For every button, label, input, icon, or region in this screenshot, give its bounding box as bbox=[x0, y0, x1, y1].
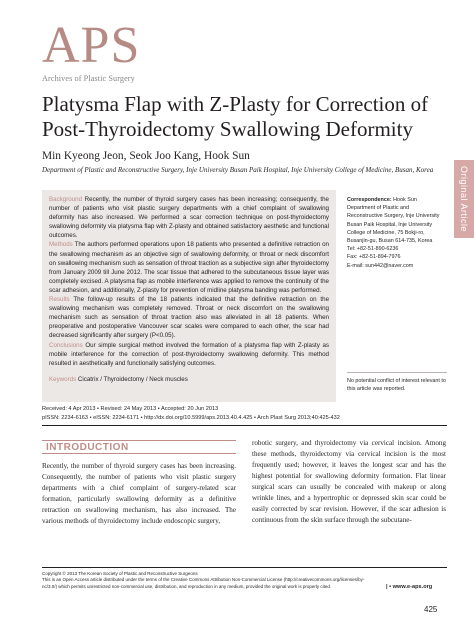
abstract-results-text: The follow-up results of the 18 patients indicated that the definitive retraction on the swallowing mechanism was completely removed. Throat or neck discomfort on the swallowing mechanism such as sensation of throat traction also was alleviated in all 18 patients. When preoperative and postoperative Vancouver scar scales were compared to each other, the scar had decreased significantly after surgery (P<0.05). bbox=[49, 296, 330, 340]
abstract-background bbox=[49, 195, 329, 240]
correspondence-line: Tel: +82-51-890-6236 bbox=[347, 246, 399, 253]
conflict-of-interest-note: No potential conflict of interest relevant to this article was reported. bbox=[347, 378, 446, 392]
footer-license bbox=[42, 571, 372, 590]
correspondence-line: College of Medicine, 75 Bokji-ro, bbox=[347, 229, 425, 236]
article-affiliation: Department of Plastic and Reconstructive Surgery, Inje University Busan Paik Hospital, Inje University College of Medicine, Busan, Korea bbox=[42, 166, 434, 174]
correspondence-line: Reconstructive Surgery, Inje University bbox=[347, 213, 440, 220]
header-divider bbox=[42, 425, 447, 426]
journal-logo bbox=[42, 17, 141, 83]
correspondence-name: Hook Sun bbox=[393, 197, 417, 203]
article-title: Platysma Flap with Z-Plasty for Correction of Post-Thyroidectomy Swallowing Deformity bbox=[42, 92, 429, 141]
abstract-keywords bbox=[49, 375, 329, 384]
abstract-methods-label: Methods bbox=[49, 241, 73, 249]
abstract-background-label: Background bbox=[49, 196, 83, 203]
article-authors: Min Kyeong Jeon, Seok Joo Kang, Hook Sun bbox=[42, 150, 250, 162]
abstract-keywords-label: Keywords bbox=[49, 375, 77, 383]
footer-copyright: Copyright © 2013 The Korean Society of Plastic and Reconstructive Surgeons bbox=[42, 571, 198, 576]
abstract-methods bbox=[49, 240, 329, 295]
correspondence-line: Busan Paik Hospital, Inje University bbox=[347, 221, 433, 228]
abstract-results-label: Results bbox=[49, 296, 70, 304]
introduction-heading-bar bbox=[42, 440, 236, 454]
correspondence-line: Department of Plastic and bbox=[347, 205, 410, 212]
correspondence-email: E-mail: sun442@naver.com bbox=[347, 262, 414, 269]
publication-dates: Received: 4 Apr 2013 • Revised: 24 May 2013 • Accepted: 20 Jun 2013 bbox=[42, 406, 219, 412]
abstract-keywords-text: Cicatrix / Thyroidectomy / Neck muscles bbox=[77, 375, 188, 383]
abstract-background-text: Recently, the number of thyroid surgery cases has been increasing; consequently, the number of patients who visit plastic surgery departments with a chief complaint of swallowing deformity has also increased. We performed a scar correction technique on post-thyroidectomy swallowing deformity via platysma flap with Z-plasty and obtained satisfactory aesthetic and functional outcomes. bbox=[49, 196, 329, 240]
abstract-conclusions-text: Our simple surgical method involved the formation of a platysma flap with Z-plasty as mobile interference for the correction of post-thyroidectomy swallowing deformity. This method resulted in aesthetically and functionally satisfying outcomes. bbox=[49, 341, 329, 367]
publication-info bbox=[42, 405, 340, 423]
abstract-results bbox=[49, 295, 329, 340]
journal-website-link[interactable]: | • www.e-aps.org bbox=[386, 584, 433, 590]
abstract-box bbox=[42, 190, 336, 402]
abstract-methods-text: The authors performed operations upon 18 patients who presented a definitive retraction on the swallowing mechanism as an objective sign of swallowing deformity, or throat or neck discomfort on swallowing mechanism such as sensation of throat traction as a subjective sign after thyroidectomy from January 2009 till June 2012. The scar tissue that adhered to the subcutaneous tissue layer was completely excised. A platysma flap as mobile interference was applied to remove the continuity of the scar adhesion, and additionally, Z-plasty for prevention of midline platysma banding was performed. bbox=[49, 241, 329, 294]
introduction-heading: INTRODUCTION bbox=[46, 442, 129, 453]
correspondence-heading bbox=[347, 196, 447, 204]
footer-license-text: This is an Open Access article distributed under the terms of the Creative Commons Attribution Non-Commercial License (http://creativecommons.org/licenses/by-nc/3.0/) which permits unrestricted non-commercial use, distribution, and reproduction in any medium, provided the original work is properly cited. bbox=[42, 577, 365, 589]
page-number: 425 bbox=[424, 605, 438, 614]
correspondence-line: Busanjin-gu, Busan 614-735, Korea bbox=[347, 238, 433, 245]
article-category-tab bbox=[454, 160, 474, 238]
body-text-right-column: robotic surgery, and thyroidectomy via cervical incision. Among these methods, thyroidectomy via cervical incision is the most frequently used; however, it leaves the longest scar and has the highest potential for swallowing deformity formation. Flat linear surgical scars can usually be concealed with makeup or along wrinkle lines, and a hypertrophic or depressed skin scar could be easily corrected by scar revision. However, if the scar adhesion is continuous from the skin surface through the subcutane- bbox=[252, 439, 446, 524]
publication-ids: pISSN: 2234-6163 • eISSN: 2234-6171 • http://dx.doi.org/10.5999/aps.2013.40.4.425 • Arch Plast Surg 2013;40:425-432 bbox=[42, 415, 340, 421]
sidebar-divider bbox=[347, 372, 447, 373]
correspondence-label: Correspondence: bbox=[347, 197, 392, 203]
body-text-left-column: Recently, the number of thyroid surgery cases has been increasing. Consequently, the number of patients who visit plastic surgery departments with a chief complaint of surgery-related scar formation, particularly swallowing deformity as a definitive retraction on swallowing mechanism, has also increased. The various methods of thyroidectomy include endoscopic surgery, bbox=[42, 462, 236, 525]
correspondence-line: Fax: +82-51-894-7976 bbox=[347, 254, 401, 261]
abstract-conclusions-label: Conclusions bbox=[49, 341, 83, 349]
journal-url[interactable]: www.e-aps.org bbox=[392, 584, 433, 590]
correspondence-block bbox=[347, 196, 447, 270]
journal-logo-text: APS bbox=[42, 17, 141, 74]
journal-name: Archives of Plastic Surgery bbox=[42, 74, 135, 83]
abstract-conclusions bbox=[49, 341, 329, 368]
article-category-label: Original Article bbox=[459, 165, 469, 233]
footer-divider bbox=[42, 567, 447, 568]
